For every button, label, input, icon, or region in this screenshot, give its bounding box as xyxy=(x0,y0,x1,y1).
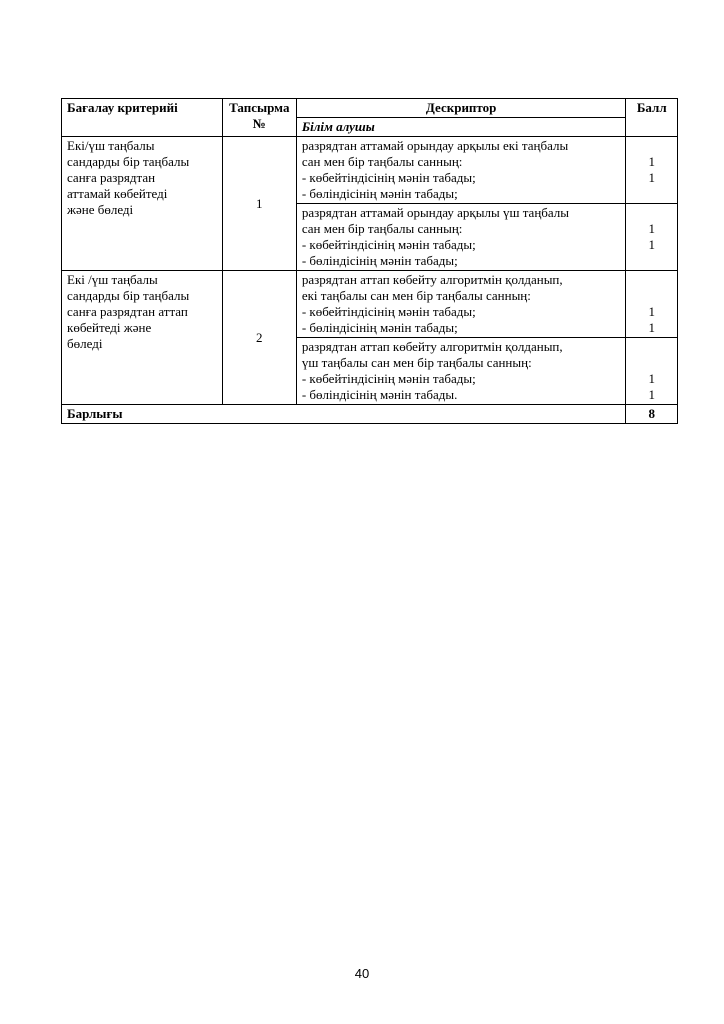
table-row xyxy=(62,137,678,204)
criteria-cell xyxy=(62,137,223,271)
score-value: 1 xyxy=(648,221,655,236)
criteria-cell xyxy=(62,271,223,405)
page-number: 40 xyxy=(354,966,370,981)
score-value: 1 xyxy=(648,154,655,169)
header-criteria: Бағалау критерийі xyxy=(62,99,223,137)
descriptor-line: - көбейтіндісінің мәнін табады; xyxy=(301,237,476,252)
descriptor-cell xyxy=(296,271,626,338)
score-cell xyxy=(626,271,678,338)
score-cell xyxy=(626,204,678,271)
descriptor-line: екі таңбалы сан мен бір таңбалы санның: xyxy=(301,288,531,303)
descriptor-line: разрядтан аттамай орындау арқылы екі таңбалы xyxy=(301,138,569,153)
task-number-cell: 2 xyxy=(222,271,296,405)
score-cell xyxy=(626,338,678,405)
descriptor-line: сан мен бір таңбалы санның: xyxy=(301,154,463,169)
descriptor-cell xyxy=(296,338,626,405)
header-learner: Білім алушы xyxy=(296,118,626,137)
score-value: 1 xyxy=(648,237,655,252)
descriptor-line: - көбейтіндісінің мәнін табады; xyxy=(301,371,476,386)
header-score: Балл xyxy=(626,99,678,137)
total-label: Барлығы xyxy=(62,405,626,424)
score-value: 1 xyxy=(648,371,655,386)
score-value: 1 xyxy=(648,304,655,319)
descriptor-cell xyxy=(296,137,626,204)
criteria-line: санға разрядтан xyxy=(67,170,156,185)
table-row xyxy=(62,271,678,338)
criteria-line: Екі /үш таңбалы xyxy=(67,272,158,287)
descriptor-line: - көбейтіндісінің мәнін табады; xyxy=(301,170,476,185)
descriptor-line: разрядтан аттап көбейту алгоритмін қолданып, xyxy=(301,339,563,354)
descriptor-line: - көбейтіндісінің мәнін табады; xyxy=(301,304,476,319)
descriptor-line: разрядтан аттамай орындау арқылы үш таңбалы xyxy=(301,205,570,220)
criteria-line: және бөледі xyxy=(67,202,134,217)
descriptor-cell xyxy=(296,204,626,271)
criteria-line: Екі/үш таңбалы xyxy=(67,138,155,153)
criteria-line: бөледі xyxy=(67,336,103,351)
descriptor-line: - бөліндісінің мәнін табады; xyxy=(301,320,458,335)
task-number-cell: 1 xyxy=(222,137,296,271)
descriptor-line: үш таңбалы сан мен бір таңбалы санның: xyxy=(301,355,532,370)
total-value: 8 xyxy=(626,405,678,424)
score-value: 1 xyxy=(648,387,655,402)
criteria-line: аттамай көбейтеді xyxy=(67,186,168,201)
score-cell xyxy=(626,137,678,204)
descriptor-line: - бөліндісінің мәнін табады; xyxy=(301,253,458,268)
criteria-line: сандарды бір таңбалы xyxy=(67,288,190,303)
total-row xyxy=(62,405,678,424)
descriptor-line: сан мен бір таңбалы санның: xyxy=(301,221,463,236)
assessment-table xyxy=(61,98,678,424)
score-value: 1 xyxy=(648,170,655,185)
criteria-line: көбейтеді және xyxy=(67,320,152,335)
score-value: 1 xyxy=(648,320,655,335)
criteria-line: санға разрядтан аттап xyxy=(67,304,188,319)
descriptor-line: - бөліндісінің мәнін табады. xyxy=(301,387,458,402)
header-task-number: Тапсырма № xyxy=(222,99,296,137)
descriptor-line: - бөліндісінің мәнін табады; xyxy=(301,186,458,201)
criteria-line: сандарды бір таңбалы xyxy=(67,154,190,169)
descriptor-line: разрядтан аттап көбейту алгоритмін қолданып, xyxy=(301,272,563,287)
header-descriptor: Дескриптор xyxy=(296,99,626,118)
